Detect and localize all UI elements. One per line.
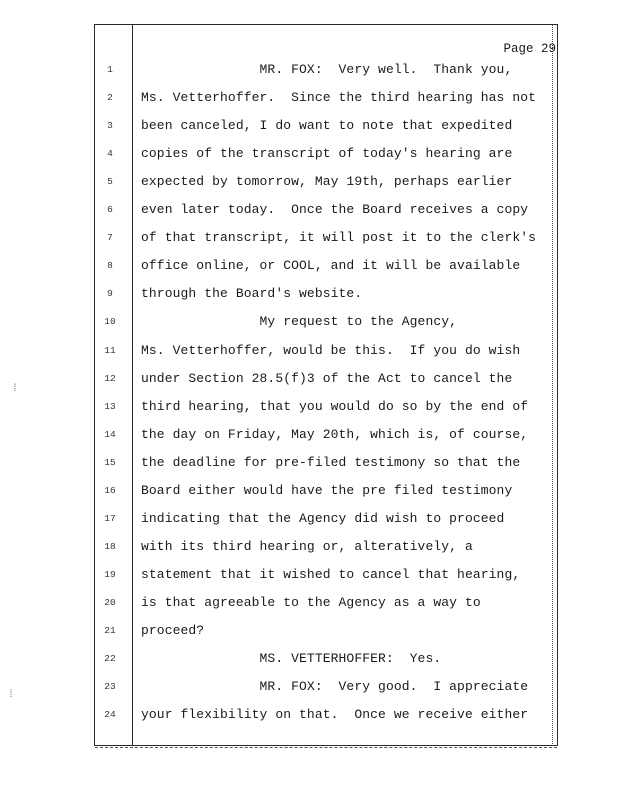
line-number: 4 (107, 148, 113, 160)
transcript-line (0, 62, 618, 84)
line-number: 1 (107, 64, 113, 75)
line-number: 20 (104, 596, 116, 608)
line-text: through the Board's website. (141, 286, 363, 302)
line-text: the deadline for pre-filed testimony so that the (141, 454, 521, 470)
line-text: indicating that the Agency did wish to proceed (141, 510, 505, 526)
transcript-line (0, 427, 618, 449)
transcript-line (0, 371, 618, 393)
transcript-line (0, 539, 618, 561)
line-text: is that agreeable to the Agency as a way to (141, 594, 481, 610)
page-number: Page 29 (503, 42, 556, 56)
line-text: expected by tomorrow, May 19th, perhaps earlier (141, 174, 513, 190)
line-text: your flexibility on that. Once we receive either (141, 707, 529, 723)
transcript-line (0, 707, 618, 729)
scan-artifact: ⁞ (8, 690, 15, 701)
line-text: Ms. Vetterhoffer. Since the third hearing has not (141, 90, 537, 106)
line-text: MR. FOX: Very good. I appreciate (141, 679, 529, 695)
line-number: 21 (104, 625, 116, 636)
line-text: been canceled, I do want to note that expedited (141, 118, 513, 134)
transcript-line (0, 90, 618, 112)
transcript-line (0, 483, 618, 505)
line-number: 17 (104, 512, 116, 524)
line-number: 9 (107, 288, 113, 300)
line-number: 3 (107, 120, 113, 132)
line-text: of that transcript, it will post it to the clerk's (141, 230, 537, 246)
line-text: with its third hearing or, alteratively, a (141, 538, 473, 554)
line-text: even later today. Once the Board receives a copy (141, 202, 529, 218)
line-number: 11 (104, 344, 116, 356)
transcript-line (0, 230, 618, 252)
transcript-line (0, 623, 618, 645)
line-number: 7 (107, 232, 113, 244)
transcript-line (0, 567, 618, 589)
line-number: 13 (104, 400, 116, 412)
transcript-line (0, 202, 618, 224)
transcript-line (0, 679, 618, 701)
transcript-line (0, 286, 618, 308)
line-number: 19 (104, 568, 116, 580)
line-text: Ms. Vetterhoffer, would be this. If you do wish (141, 342, 521, 358)
transcript-line (0, 399, 618, 421)
line-number: 8 (107, 260, 113, 272)
line-text: Board either would have the pre filed testimony (141, 482, 513, 498)
line-number: 12 (104, 372, 116, 384)
line-number: 5 (107, 176, 113, 188)
transcript-line (0, 118, 618, 140)
line-number: 24 (104, 709, 116, 721)
line-text: MR. FOX: Very well. Thank you, (141, 62, 513, 77)
line-text: copies of the transcript of today's hearing are (141, 146, 513, 162)
line-number: 18 (104, 540, 116, 552)
line-number: 6 (107, 204, 113, 216)
line-text: proceed? (141, 623, 205, 638)
transcript-line (0, 455, 618, 477)
line-number: 14 (104, 428, 116, 440)
line-text: My request to the Agency, (141, 314, 458, 330)
line-number: 16 (104, 484, 116, 496)
line-number: 2 (107, 92, 113, 104)
line-text: MS. VETTERHOFFER: Yes. (141, 651, 442, 667)
line-number: 22 (104, 653, 116, 665)
transcript-line (0, 651, 618, 673)
line-text: third hearing, that you would do so by the end of (141, 398, 529, 414)
line-number: 10 (104, 316, 116, 328)
transcript-line (0, 343, 618, 365)
line-text: statement that it wished to cancel that hearing, (141, 566, 521, 582)
transcript-line (0, 146, 618, 168)
line-number: 15 (104, 456, 116, 468)
transcript-line (0, 314, 618, 336)
transcript-line (0, 511, 618, 533)
line-text: under Section 28.5(f)3 of the Act to cancel the (141, 370, 513, 386)
transcript-line (0, 595, 618, 617)
scan-artifact: ⁞ (12, 384, 19, 395)
line-number: 23 (104, 681, 116, 693)
line-text: the day on Friday, May 20th, which is, of course, (141, 426, 529, 442)
transcript-line (0, 258, 618, 280)
transcript-line (0, 174, 618, 196)
line-text: office online, or COOL, and it will be available (141, 258, 521, 274)
